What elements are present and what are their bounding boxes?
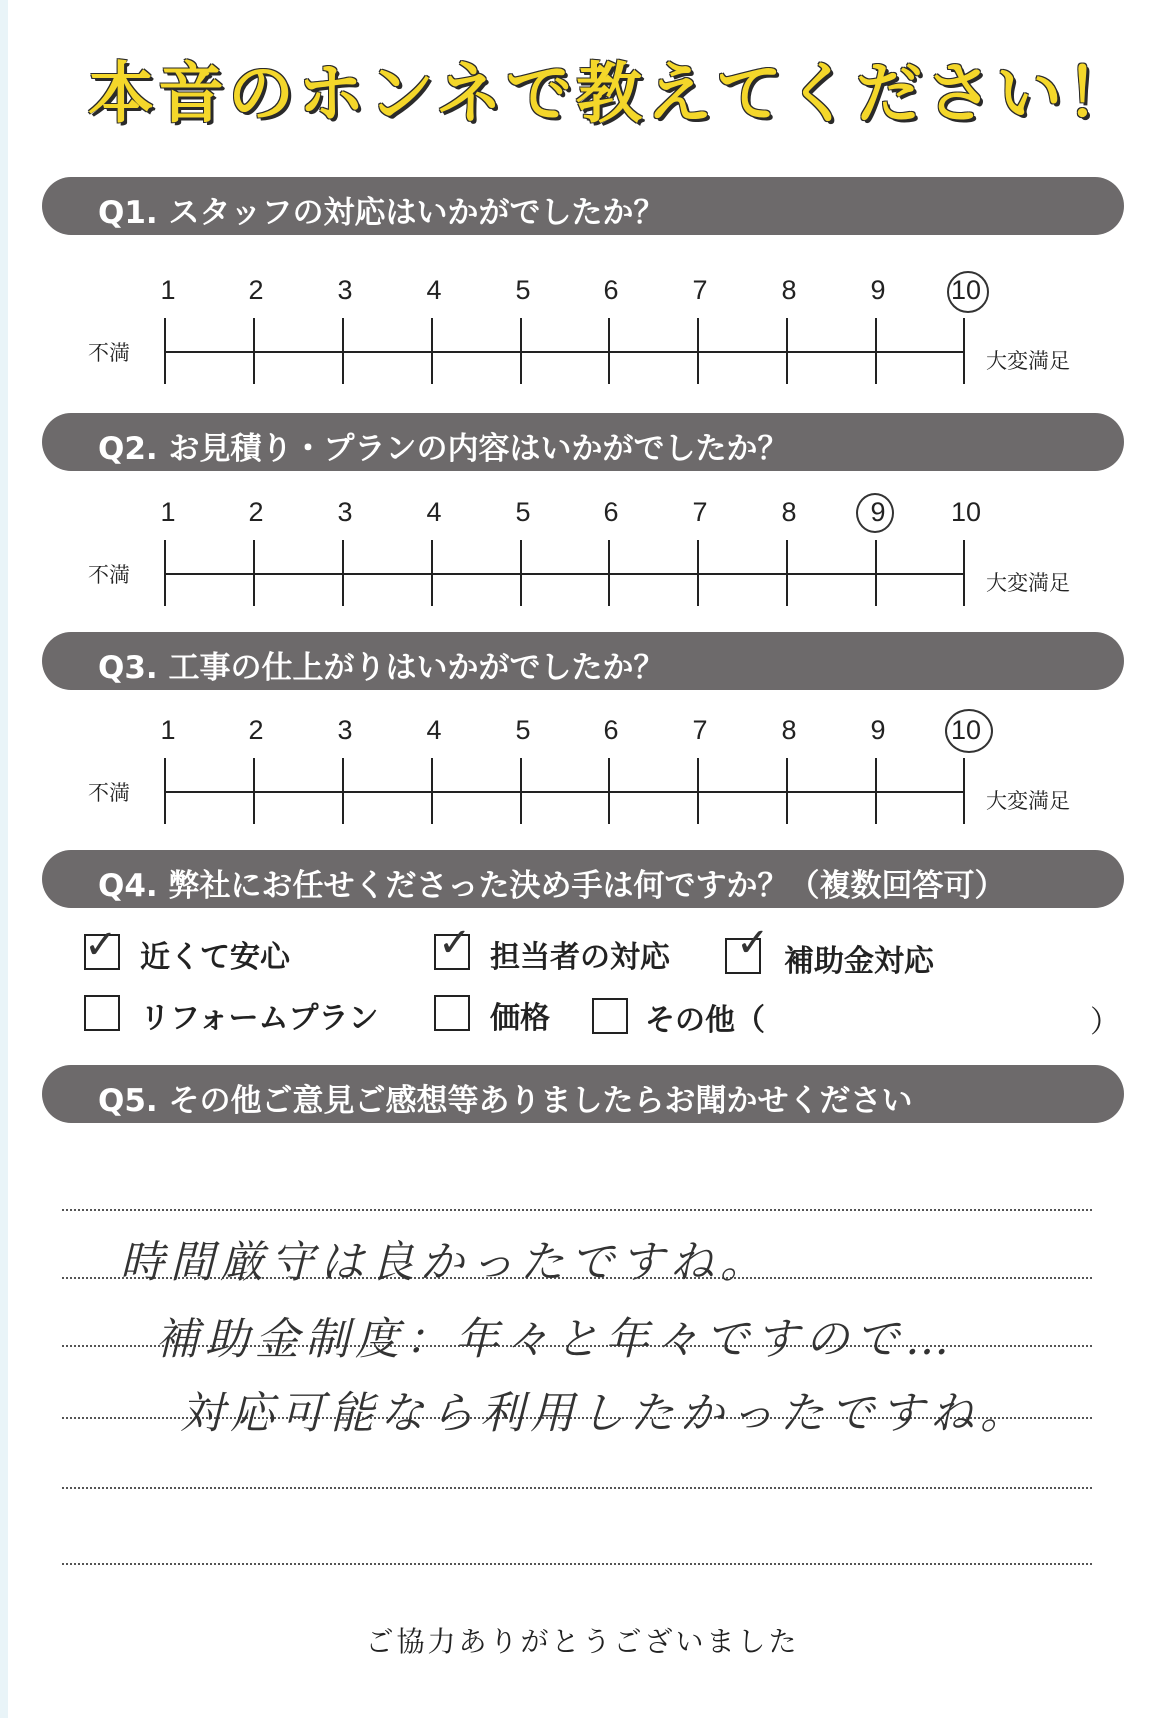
scale-num: 3: [337, 715, 353, 745]
scale-num: 5: [515, 275, 531, 305]
check-mark-icon: ✓: [84, 922, 118, 968]
scale-num: 4: [426, 275, 442, 305]
rating-scale-q2: [0, 497, 1165, 637]
scale-tick: [431, 540, 433, 606]
scale-tick: [164, 758, 166, 824]
scale-tick: [875, 540, 877, 606]
handwritten-answer-line: 補助金制度：年々と年々ですので…: [155, 1314, 955, 1365]
page-title: 本音のホンネで教えてください！: [88, 55, 1137, 132]
question-5-bar: [42, 1065, 1124, 1123]
answer-line: [62, 1487, 1092, 1489]
answer-line: [62, 1209, 1092, 1211]
scale-num: 2: [248, 275, 264, 305]
checkbox-other[interactable]: [592, 998, 628, 1034]
scale-tick: [164, 540, 166, 606]
scale-tick: [963, 318, 965, 384]
scale-tick: [520, 758, 522, 824]
scale-tick: [342, 758, 344, 824]
scale-num: 3: [337, 275, 353, 305]
scale-num: 8: [781, 275, 797, 305]
scale-tick: [875, 318, 877, 384]
other-close-paren: ）: [1090, 1005, 1120, 1040]
scale-tick: [608, 540, 610, 606]
scale-tick: [786, 758, 788, 824]
option-label: 補助金対応: [784, 944, 934, 979]
scale-tick: [786, 318, 788, 384]
scale-num: 6: [603, 275, 619, 305]
scale-tick: [520, 540, 522, 606]
scale-num: 2: [248, 715, 264, 745]
scale-low-label: 不満: [88, 781, 130, 805]
option-label: その他（: [645, 1003, 765, 1038]
scale-num: 9: [870, 275, 886, 305]
scale-low-label: 不満: [88, 563, 130, 587]
scale-tick: [697, 540, 699, 606]
rating-scale-q1: [0, 275, 1165, 415]
selected-rating-circle: [856, 493, 894, 533]
scale-num: 4: [426, 497, 442, 527]
question-3-label: Q3. 工事の仕上がりはいかがでしたか？: [98, 650, 665, 686]
question-5-label: Q5. その他ご意見ご感想等ありましたらお聞かせください: [98, 1083, 913, 1119]
option-label: 価格: [490, 1001, 550, 1036]
scale-num: 5: [515, 715, 531, 745]
option-label: 近くて安心: [140, 940, 290, 975]
scale-low-label: 不満: [88, 341, 130, 365]
scale-tick: [608, 318, 610, 384]
scale-num: 9: [870, 497, 886, 527]
scale-high-label: 大変満足: [986, 571, 1070, 595]
scale-tick: [253, 758, 255, 824]
question-2-label: Q2. お見積り・プランの内容はいかがでしたか？: [98, 431, 789, 467]
scale-tick: [963, 758, 965, 824]
scale-tick: [697, 318, 699, 384]
scale-num: 2: [248, 497, 264, 527]
scale-num: 8: [781, 497, 797, 527]
handwritten-answer-line: 対応可能なら利用したかったですね。: [180, 1388, 1030, 1439]
checkbox-reform-plan[interactable]: [84, 995, 120, 1031]
check-mark-icon: ✓: [438, 920, 472, 966]
scale-num: 7: [692, 275, 708, 305]
question-4-bar: [42, 850, 1124, 908]
scale-num: 1: [160, 497, 176, 527]
scale-tick: [431, 758, 433, 824]
scale-tick: [253, 540, 255, 606]
scale-tick: [520, 318, 522, 384]
scale-num: 5: [515, 497, 531, 527]
question-1-label: Q1. スタッフの対応はいかがでしたか？: [98, 195, 665, 231]
check-mark-icon: ✓: [736, 920, 770, 966]
scale-num: 10: [950, 275, 982, 305]
scale-num: 9: [870, 715, 886, 745]
scale-tick: [875, 758, 877, 824]
checkbox-price[interactable]: [434, 995, 470, 1031]
scale-tick: [608, 758, 610, 824]
scale-num: 4: [426, 715, 442, 745]
scale-num: 7: [692, 497, 708, 527]
handwritten-answer-line: 時間厳守は良かったですね。: [120, 1237, 770, 1288]
scale-line: [164, 573, 964, 575]
scale-tick: [786, 540, 788, 606]
scale-num: 1: [160, 715, 176, 745]
selected-rating-circle: [947, 271, 989, 313]
scale-high-label: 大変満足: [986, 349, 1070, 373]
page-edge: [0, 0, 8, 1718]
scale-tick: [431, 318, 433, 384]
scale-high-label: 大変満足: [986, 789, 1070, 813]
scale-num: 7: [692, 715, 708, 745]
scale-num: 6: [603, 715, 619, 745]
scale-tick: [342, 540, 344, 606]
selected-rating-circle: [945, 709, 993, 753]
scale-num: 10: [950, 497, 982, 527]
option-label: リフォームプラン: [140, 1001, 379, 1036]
option-label: 担当者の対応: [490, 940, 670, 975]
scale-line: [164, 791, 964, 793]
question-1-bar: [42, 177, 1124, 235]
scale-num: 3: [337, 497, 353, 527]
question-4-label: Q4. 弊社にお任せくださった決め手は何ですか？（複数回答可）: [98, 868, 1006, 904]
thank-you-message: ご協力ありがとうございました: [365, 1625, 800, 1658]
scale-tick: [253, 318, 255, 384]
question-3-bar: [42, 632, 1124, 690]
question-2-bar: [42, 413, 1124, 471]
scale-tick: [342, 318, 344, 384]
scale-tick: [963, 540, 965, 606]
rating-scale-q3: [0, 715, 1165, 855]
answer-line: [62, 1563, 1092, 1565]
scale-tick: [697, 758, 699, 824]
scale-num: 10: [950, 715, 982, 745]
scale-num: 6: [603, 497, 619, 527]
scale-num: 8: [781, 715, 797, 745]
scale-tick: [164, 318, 166, 384]
scale-line: [164, 351, 964, 353]
scale-num: 1: [160, 275, 176, 305]
